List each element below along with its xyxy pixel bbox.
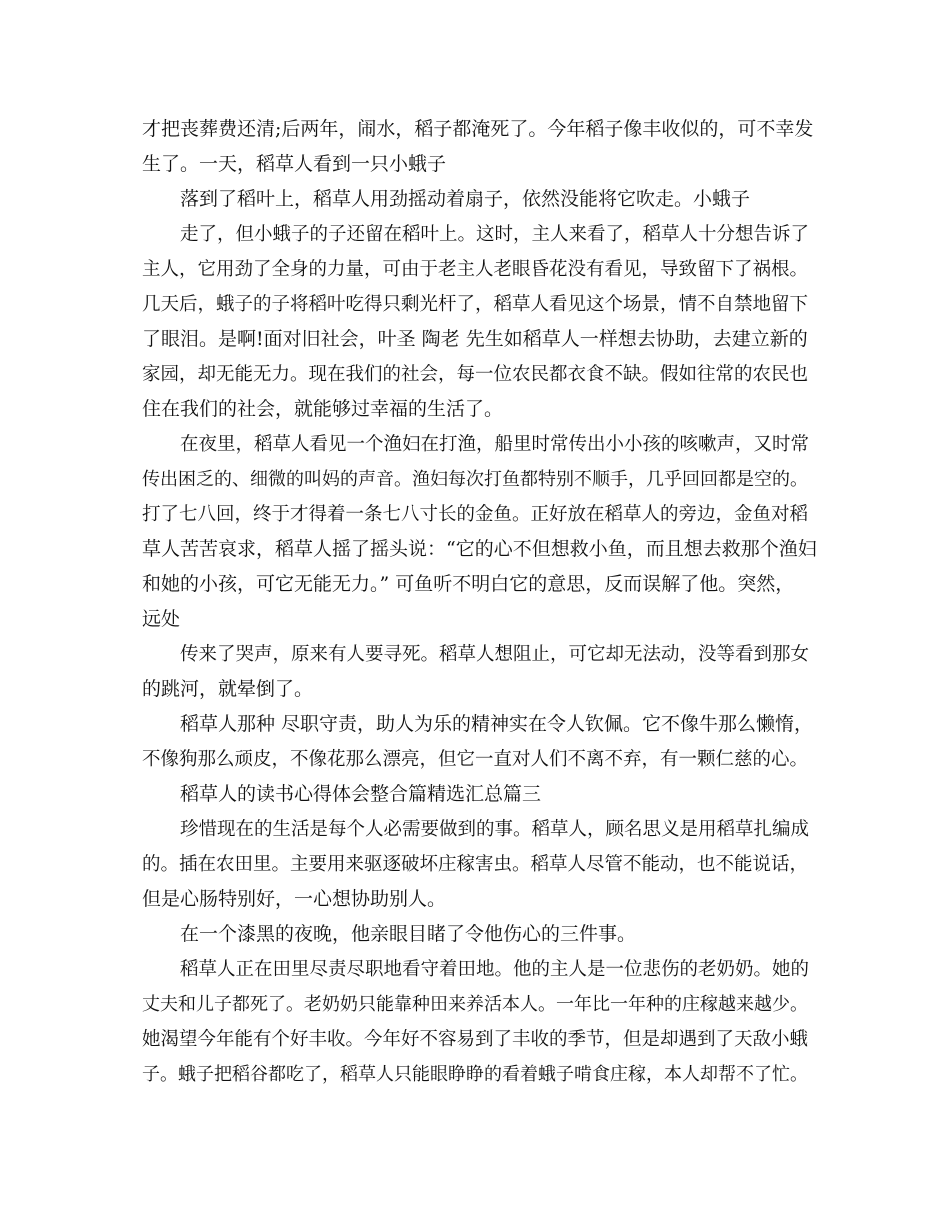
text-line: 的。插在农田里。主要用来驱逐破坏庄稼害虫。稻草人尽管不能动，也不能说话， [142,854,809,875]
text-line: 走了，但小蛾子的子还留在稻叶上。这时，主人来看了，稻草人十分想告诉了 [180,224,810,245]
text-line: 了眼泪。是啊!面对旧社会，叶圣 陶老 先生如稻草人一样想去协助，去建立新的 [142,328,808,350]
text-line: 打了七八回，终于才得着一条七八寸长的金鱼。正好放在稻草人的旁边，金鱼对稻 [142,504,809,525]
text-line: 家园，却无能无力。现在我们的社会，每一位农民都衣食不缺。假如往常的农民也 [142,364,809,385]
document-body [142,112,822,1092]
text-line: 不像狗那么顽皮，不像花那么漂亮，但它一直对人们不离不弃，有一颗仁慈的心。 [142,749,809,770]
text-line: 珍惜现在的生活是每个人必需要做到的事。稻草人，顾名思义是用稻草扎编成 [180,819,810,840]
text-line: 生了。一天，稻草人看到一只小蛾子 [142,153,447,175]
text-line: 和她的小孩，可它无能无力。” 可鱼听不明白它的意思，反而误解了他。突然， [142,573,795,595]
text-line: 稻草人的读书心得体会整合篇精选汇总篇三 [180,783,542,805]
text-line: 稻草人那种 尽职守责，助人为乐的精神实在令人钦佩。它不像牛那么懒惰， [180,713,814,735]
text-line: 丈夫和儿子都死了。老奶奶只能靠种田来养活本人。一年比一年种的庄稼越来越少。 [142,994,808,1015]
text-line: 在一个漆黑的夜晚，他亲眼目睹了令他伤心的三件事。 [180,923,637,945]
text-line: 主人，它用劲了全身的力量，可由于老主人老眼昏花没有看见，导致留下了祸根。 [142,259,809,280]
text-line: 的跳河，就晕倒了。 [142,678,314,700]
text-line: 稻草人正在田里尽责尽职地看守着田地。他的主人是一位悲伤的老奶奶。她的 [180,959,810,980]
text-line: 她渴望今年能有个好丰收。今年好不容易到了丰收的季节，但是却遇到了天敌小蛾 [142,1029,809,1050]
text-line: 传出困乏的、细微的叫妈的声音。渔妇每次打鱼都特别不顺手，几乎回回都是空的。 [142,469,808,490]
text-line: 草人苦苦哀求，稻草人摇了摇头说：“它的心不但想救小鱼，而且想去救那个渔妇 [142,538,817,560]
text-line: 子。蛾子把稻谷都吃了，稻草人只能眼睁睁的看着蛾子啃食庄稼，本人却帮不了忙。 [142,1064,808,1085]
text-line: 传来了哭声，原来有人要寻死。稻草人想阻止，可它却无法动，没等看到那女 [180,644,810,665]
text-line: 几天后，蛾子的子将稻叶吃得只剩光杆了，稻草人看见这个场景，情不自禁地留下 [142,294,809,315]
text-line: 但是心肠特别好，一心想协助别人。 [142,888,447,910]
text-line: 在夜里，稻草人看见一个渔妇在打渔，船里时常传出小小孩的咳嗽声，又时常 [180,434,810,455]
text-line: 落到了稻叶上，稻草人用劲摇动着扇子，依然没能将它吹走。小蛾子 [180,188,751,210]
text-line: 住在我们的社会，就能够过幸福的生活了。 [142,398,504,420]
text-line: 才把丧葬费还清;后两年，闹水，稻子都淹死了。今年稻子像丰收似的，可不幸发 [142,118,814,140]
text-line: 远处 [142,608,181,630]
